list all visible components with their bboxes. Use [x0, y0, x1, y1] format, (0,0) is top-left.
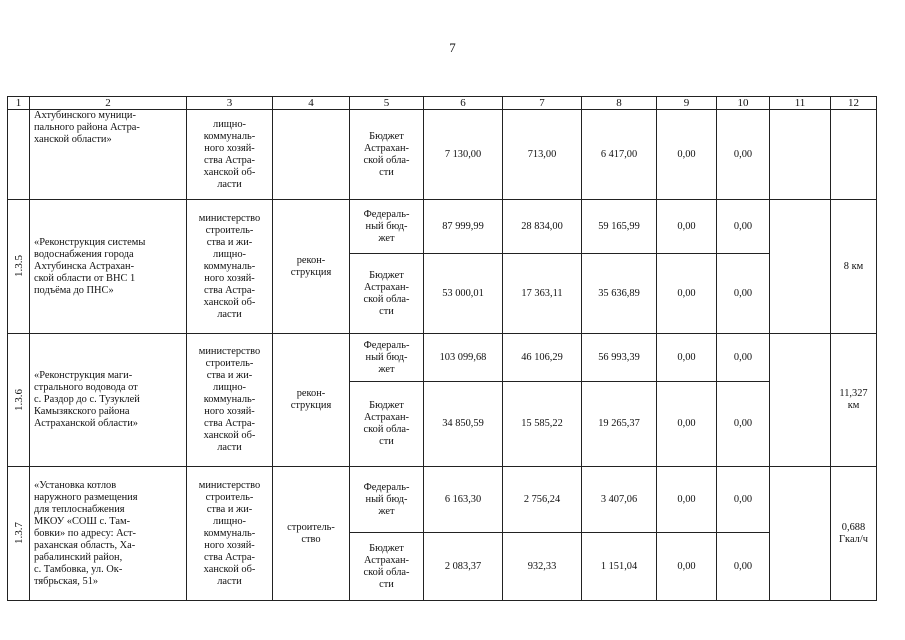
- result-cell: 8 км: [831, 200, 877, 334]
- amount-cell: 0,00: [657, 200, 717, 254]
- project-name-cell: «Реконструкция системы водоснабжения города Ахтубинска Астрахан- ской области от ВНС 1 подъёма до ПНС»: [30, 200, 187, 334]
- amount-cell: 53 000,01: [424, 254, 503, 334]
- index-cell: [8, 467, 30, 601]
- amount-cell: 0,00: [717, 382, 770, 467]
- executor-cell: лищно- коммуналь- ного хозяй- ства Астра- ханской об- ласти: [187, 110, 273, 200]
- amount-cell: 35 636,89: [582, 254, 657, 334]
- project-name-cell: «Установка котлов наружного размещения для теплоснабжения МКОУ «СОШ с. Там- бовки» по адресу: Аст- раханская область, Ха- рабалинский район, с. Тамбовка, ул. Ок- тябрьская, 51»: [30, 467, 187, 601]
- column-number: 12: [831, 97, 877, 110]
- index-label: 1.3.6: [13, 388, 25, 411]
- amount-cell: 1 151,04: [582, 533, 657, 601]
- index-label: 1.3.5: [13, 255, 25, 277]
- column-number: 8: [582, 97, 657, 110]
- index-label: 1.3.7: [13, 522, 25, 544]
- amount-cell: 34 850,59: [424, 382, 503, 467]
- table-row: [8, 334, 877, 382]
- amount-cell: 0,00: [657, 334, 717, 382]
- column-number: 4: [273, 97, 350, 110]
- column-number: 11: [770, 97, 831, 110]
- amount-cell: 3 407,06: [582, 467, 657, 533]
- index-cell: [8, 200, 30, 334]
- result-cell: [831, 110, 877, 200]
- funding-source-cell: Бюджет Астрахан- ской обла- сти: [350, 533, 424, 601]
- amount-cell: 0,00: [717, 110, 770, 200]
- column-number: 1: [8, 97, 30, 110]
- project-name-cell: «Реконструкция маги- стрального водовода от с. Раздор до с. Тузуклей Камызякского района Астраханской области»: [30, 334, 187, 467]
- table-row: [8, 467, 877, 533]
- column-number-row: [8, 97, 877, 110]
- amount-cell: 46 106,29: [503, 334, 582, 382]
- column-number: 10: [717, 97, 770, 110]
- amount-cell: 7 130,00: [424, 110, 503, 200]
- funding-source-cell: Федераль- ный бюд- жет: [350, 200, 424, 254]
- amount-cell: 0,00: [717, 467, 770, 533]
- table-row-continuation: [8, 110, 877, 200]
- amount-cell: 19 265,37: [582, 382, 657, 467]
- amount-cell: 0,00: [717, 254, 770, 334]
- result-cell: 11,327 км: [831, 334, 877, 467]
- table-row: [8, 200, 877, 254]
- page-number: 7: [449, 40, 456, 55]
- column-number: 6: [424, 97, 503, 110]
- executor-cell: министерство строитель- ства и жи- лищно- коммуналь- ного хозяй- ства Астра- ханской об- ласти: [187, 200, 273, 334]
- amount-cell: 2 756,24: [503, 467, 582, 533]
- funding-source-cell: Бюджет Астрахан- ской обла- сти: [350, 382, 424, 467]
- amount-cell: 103 099,68: [424, 334, 503, 382]
- column-number: 5: [350, 97, 424, 110]
- amount-cell: 17 363,11: [503, 254, 582, 334]
- executor-cell: министерство строитель- ства и жи- лищно- коммуналь- ного хозяй- ства Астра- ханской об- ласти: [187, 467, 273, 601]
- amount-cell: 0,00: [717, 533, 770, 601]
- funding-source-cell: Бюджет Астрахан- ской обла- сти: [350, 110, 424, 200]
- amount-cell: 0,00: [657, 467, 717, 533]
- amount-cell: 6 417,00: [582, 110, 657, 200]
- work-type-cell: строитель- ство: [273, 467, 350, 601]
- amount-cell: 0,00: [717, 200, 770, 254]
- amount-cell: 0,00: [717, 334, 770, 382]
- empty-cell: [770, 200, 831, 334]
- amount-cell: 713,00: [503, 110, 582, 200]
- work-type-cell: рекон- струкция: [273, 334, 350, 467]
- amount-cell: 932,33: [503, 533, 582, 601]
- amount-cell: 0,00: [657, 533, 717, 601]
- amount-cell: 6 163,30: [424, 467, 503, 533]
- column-number: 2: [30, 97, 187, 110]
- amount-cell: 56 993,39: [582, 334, 657, 382]
- index-cell: [8, 334, 30, 467]
- column-number: 3: [187, 97, 273, 110]
- executor-cell: министерство строитель- ства и жи- лищно- коммуналь- ного хозяй- ства Астра- ханской об- ласти: [187, 334, 273, 467]
- amount-cell: 28 834,00: [503, 200, 582, 254]
- amount-cell: 15 585,22: [503, 382, 582, 467]
- column-number: 7: [503, 97, 582, 110]
- empty-cell: [770, 110, 831, 200]
- program-table: [7, 96, 877, 601]
- amount-cell: 0,00: [657, 110, 717, 200]
- empty-cell: [770, 467, 831, 601]
- work-type-cell: [273, 110, 350, 200]
- amount-cell: 0,00: [657, 254, 717, 334]
- column-number: 9: [657, 97, 717, 110]
- result-cell: 0,688 Гкал/ч: [831, 467, 877, 601]
- amount-cell: 0,00: [657, 382, 717, 467]
- amount-cell: 59 165,99: [582, 200, 657, 254]
- amount-cell: 87 999,99: [424, 200, 503, 254]
- funding-source-cell: Бюджет Астрахан- ской обла- сти: [350, 254, 424, 334]
- work-type-cell: рекон- струкция: [273, 200, 350, 334]
- funding-source-cell: Федераль- ный бюд- жет: [350, 467, 424, 533]
- funding-source-cell: Федераль- ный бюд- жет: [350, 334, 424, 382]
- amount-cell: 2 083,37: [424, 533, 503, 601]
- project-name-cell: Ахтубинского муници- пального района Астра- ханской области»: [30, 110, 187, 200]
- index-cell: [8, 110, 30, 200]
- empty-cell: [770, 334, 831, 467]
